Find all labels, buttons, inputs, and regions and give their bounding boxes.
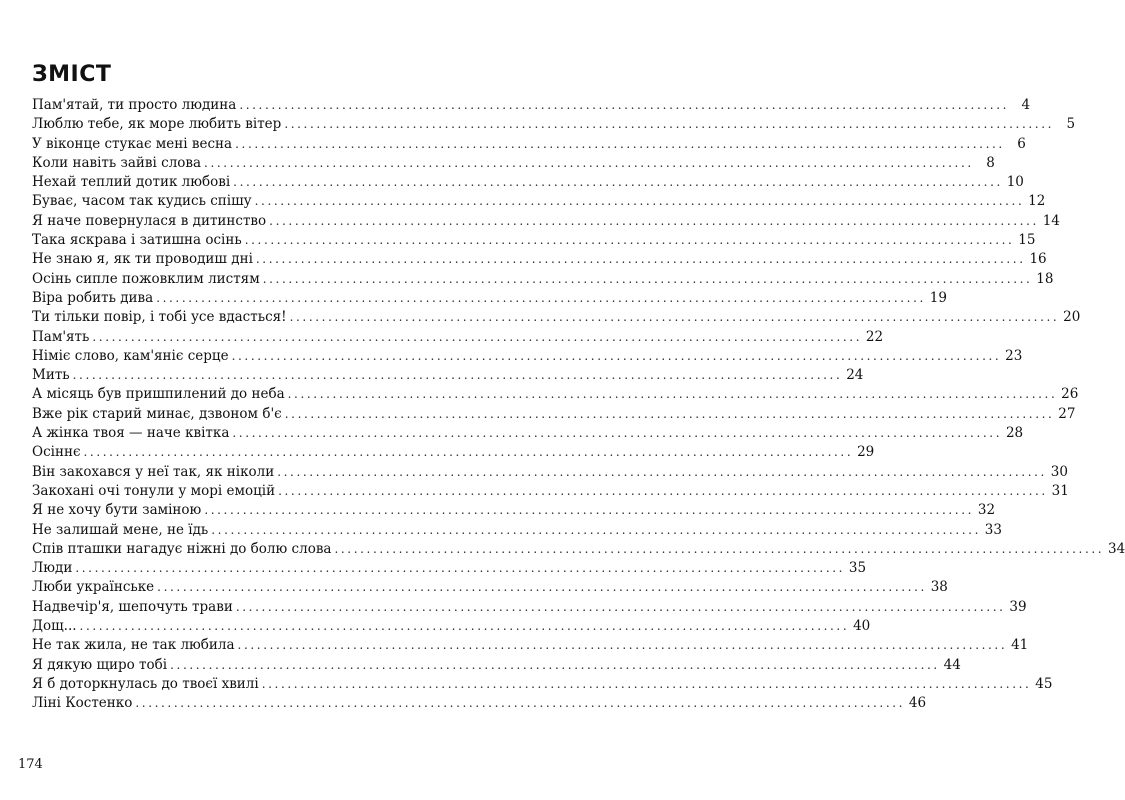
toc-entry-title: Не залишай мене, не їдь xyxy=(32,521,209,538)
toc-dot-leader: ........................................................................................................................ xyxy=(157,580,927,595)
toc-entry-page: 33 xyxy=(984,521,1002,538)
toc-entry-title: Я дякую щиро тобі xyxy=(32,656,168,673)
toc-entry-page: 26 xyxy=(1061,386,1079,403)
toc-entry-page: 40 xyxy=(853,618,871,635)
toc-entry-title: Я б доторкнулась до твоєї хвилі xyxy=(32,675,259,692)
toc-entry xyxy=(32,347,1023,366)
toc-dot-leader: ........................................................................................................................ xyxy=(244,233,1015,248)
toc-entry xyxy=(32,405,1076,424)
toc-entry xyxy=(32,482,1069,501)
toc-entry xyxy=(32,328,884,347)
toc-dot-leader: ........................................................................................................................ xyxy=(237,638,1008,653)
toc-entry-title: А місяць був пришпилений до неба xyxy=(32,386,285,403)
toc-entry-title: Ти тільки повір, і тобі усе вдасться! xyxy=(32,309,287,326)
toc-dot-leader: ........................................................................................................................ xyxy=(211,522,981,537)
toc-dot-leader: ........................................................................................................................ xyxy=(289,310,1060,325)
toc-entry xyxy=(32,424,1024,443)
toc-dot-leader: ........................................................................................................................ xyxy=(284,406,1055,421)
page-number: 174 xyxy=(18,757,43,772)
toc-entry-page: 8 xyxy=(986,154,995,171)
toc-dot-leader: ........................................................................................................................ xyxy=(284,117,1055,132)
toc-entry xyxy=(32,636,1029,655)
toc-entry-page: 27 xyxy=(1058,405,1076,422)
toc-dot-leader: ........................................................................................................................ xyxy=(204,503,975,518)
toc-entry xyxy=(32,173,1024,192)
toc-entry-title: Мить xyxy=(32,367,70,384)
toc-entry-title: Вже рік старий минає, дзвоном б'є xyxy=(32,405,282,422)
toc-entry xyxy=(32,501,996,520)
toc-entry xyxy=(32,231,1036,250)
toc-entry-title: Люблю тебе, як море любить вітер xyxy=(32,116,282,133)
toc-entry xyxy=(32,135,1026,154)
toc-entry-page: 4 xyxy=(1021,97,1031,113)
toc-dot-leader: ........................................................................................................................ xyxy=(239,98,1010,112)
toc-entry-page: 16 xyxy=(1029,251,1047,268)
toc-entry xyxy=(32,270,1054,289)
toc-entry xyxy=(32,675,1053,694)
toc-entry-title: Я не хочу бути заміною xyxy=(32,502,202,519)
toc-entry-page: 24 xyxy=(846,367,864,384)
toc-dot-leader: ........................................................................................................................ xyxy=(204,155,974,170)
toc-dot-leader: ........................................................................................................................ xyxy=(83,445,854,460)
toc-entry-page: 20 xyxy=(1063,309,1081,326)
toc-entry-title: Така яскрава і затишна осінь xyxy=(32,232,242,249)
toc-entry-page: 30 xyxy=(1050,463,1068,480)
toc-entry xyxy=(32,598,1027,617)
toc-entry xyxy=(32,656,961,675)
toc-entry-title: Люби українське xyxy=(32,579,155,596)
toc-entry-page: 44 xyxy=(943,656,961,673)
toc-entry xyxy=(32,212,1060,231)
toc-entry-title: У віконце стукає мені весна xyxy=(32,135,233,152)
toc-dot-leader: ........................................................................................................................ xyxy=(269,213,1039,228)
toc-entry xyxy=(32,463,1068,482)
toc-entry-title: Осінь сипле пожовклим листям xyxy=(32,270,260,287)
toc-entry-title: Не так жила, не так любила xyxy=(32,637,235,654)
toc-dot-leader: ........................................................................................................................ xyxy=(262,271,1033,286)
toc-entry-page: 6 xyxy=(1017,135,1026,152)
toc-dot-leader: ........................................................................................................................ xyxy=(261,676,1032,691)
toc-entry xyxy=(32,366,864,385)
toc-entry-page: 31 xyxy=(1051,482,1069,499)
toc-entry-page: 41 xyxy=(1011,637,1029,654)
toc-dot-leader: ........................................................................................................................ xyxy=(255,252,1026,267)
toc-entry-title: Віра робить дива xyxy=(32,289,154,306)
toc-dot-leader: ........................................................................................................................ xyxy=(75,561,846,576)
toc-entry-title: Він закохався у неї так, як ніколи xyxy=(32,463,275,480)
toc-entry-page: 22 xyxy=(865,328,884,345)
toc-dot-leader: ........................................................................................................................ xyxy=(72,368,843,383)
toc-entry-title: Пам'ять xyxy=(32,328,90,345)
toc-entry-title: А жінка твоя — наче квітка xyxy=(32,425,230,442)
toc-entry-page: 39 xyxy=(1009,598,1027,615)
toc-dot-leader: ........................................................................................................................ xyxy=(287,387,1058,402)
toc-dot-leader: ........................................................................................................................ xyxy=(92,329,863,344)
toc-entry-title: Я наче повернулася в дитинство xyxy=(32,212,267,229)
toc-entry xyxy=(32,250,1047,269)
toc-entry-title: Пам'ятай, ти просто людина xyxy=(32,97,237,113)
toc-entry-title: Спів пташки нагадує ніжні до болю слова xyxy=(32,540,332,557)
toc-entry xyxy=(32,578,948,597)
toc-entry-title: Нехай теплий дотик любові xyxy=(32,174,231,191)
page-title: ЗМІСТ xyxy=(32,62,112,87)
toc-dot-leader: ........................................................................................................................ xyxy=(170,657,940,672)
toc-entry-page: 23 xyxy=(1005,347,1023,364)
toc-entry-page: 15 xyxy=(1018,232,1036,249)
toc-entry-page: 34 xyxy=(1108,540,1125,557)
toc-entry xyxy=(32,443,875,462)
toc-entry-page: 46 xyxy=(908,695,927,712)
toc-dot-leader: ........................................................................................................................ xyxy=(235,136,1005,151)
toc-entry-title: Буває, часом так кудись спішу xyxy=(32,193,252,210)
toc-entry-title: Коли навіть зайві слова xyxy=(32,154,202,171)
toc-entry xyxy=(32,115,1076,134)
toc-dot-leader: ........................................................................................................................ xyxy=(232,426,1003,441)
toc-entry-title: Не знаю я, як ти проводиш дні xyxy=(32,251,253,268)
toc-entry xyxy=(32,192,1046,211)
toc-entry xyxy=(32,617,871,636)
toc-entry-title: Надвечір'я, шепочуть трави xyxy=(32,598,233,615)
toc-entry-title: Ліні Костенко xyxy=(32,695,133,712)
table-of-contents xyxy=(32,96,1125,714)
toc-dot-leader: ........................................................................................................................ xyxy=(233,175,1003,190)
toc-entry xyxy=(32,289,947,308)
toc-entry-page: 5 xyxy=(1066,116,1076,133)
toc-entry-page: 10 xyxy=(1006,174,1024,191)
toc-dot-leader: ........................................................................................................................ xyxy=(278,483,1048,498)
toc-dot-leader: ........................................................................................................................ xyxy=(334,541,1105,556)
toc-entry xyxy=(32,521,1002,540)
toc-entry-title: Закохані очі тонули у морі емоцій xyxy=(32,482,276,499)
toc-entry xyxy=(32,694,927,713)
toc-entry-page: 29 xyxy=(857,444,875,461)
toc-dot-leader: ........................................................................................................................ xyxy=(254,194,1025,209)
toc-dot-leader: ........................................................................................................................ xyxy=(156,290,926,305)
toc-entry-page: 12 xyxy=(1028,193,1046,210)
toc-entry-page: 28 xyxy=(1005,425,1024,442)
toc-entry-page: 38 xyxy=(930,579,948,596)
toc-dot-leader: ........................................................................................................................ xyxy=(277,464,1047,479)
toc-entry xyxy=(32,559,867,578)
toc-dot-leader: ........................................................................................................................ xyxy=(135,696,906,711)
toc-entry xyxy=(32,154,995,173)
toc-entry-page: 35 xyxy=(848,560,867,577)
toc-entry xyxy=(32,540,1125,559)
toc-entry-page: 32 xyxy=(977,502,996,519)
toc-entry-page: 14 xyxy=(1042,212,1060,229)
toc-entry-page: 45 xyxy=(1035,675,1053,692)
toc-entry-title: Німіє слово, кам'яніє серце xyxy=(32,347,229,364)
toc-dot-leader: ........................................................................................................................ xyxy=(231,348,1002,363)
toc-entry xyxy=(32,385,1079,404)
toc-dot-leader: ........................................................................................................................ xyxy=(235,599,1006,614)
toc-entry-title: Дощ... xyxy=(32,618,77,635)
toc-entry-title: Люди xyxy=(32,560,73,577)
toc-entry xyxy=(32,308,1081,327)
toc-entry-page: 18 xyxy=(1036,270,1054,287)
toc-entry-page: 19 xyxy=(929,289,947,306)
toc-entry xyxy=(32,96,1031,115)
toc-entry-title: Осіннє xyxy=(32,444,81,461)
toc-dot-leader: ........................................................................................................................ xyxy=(79,619,850,634)
